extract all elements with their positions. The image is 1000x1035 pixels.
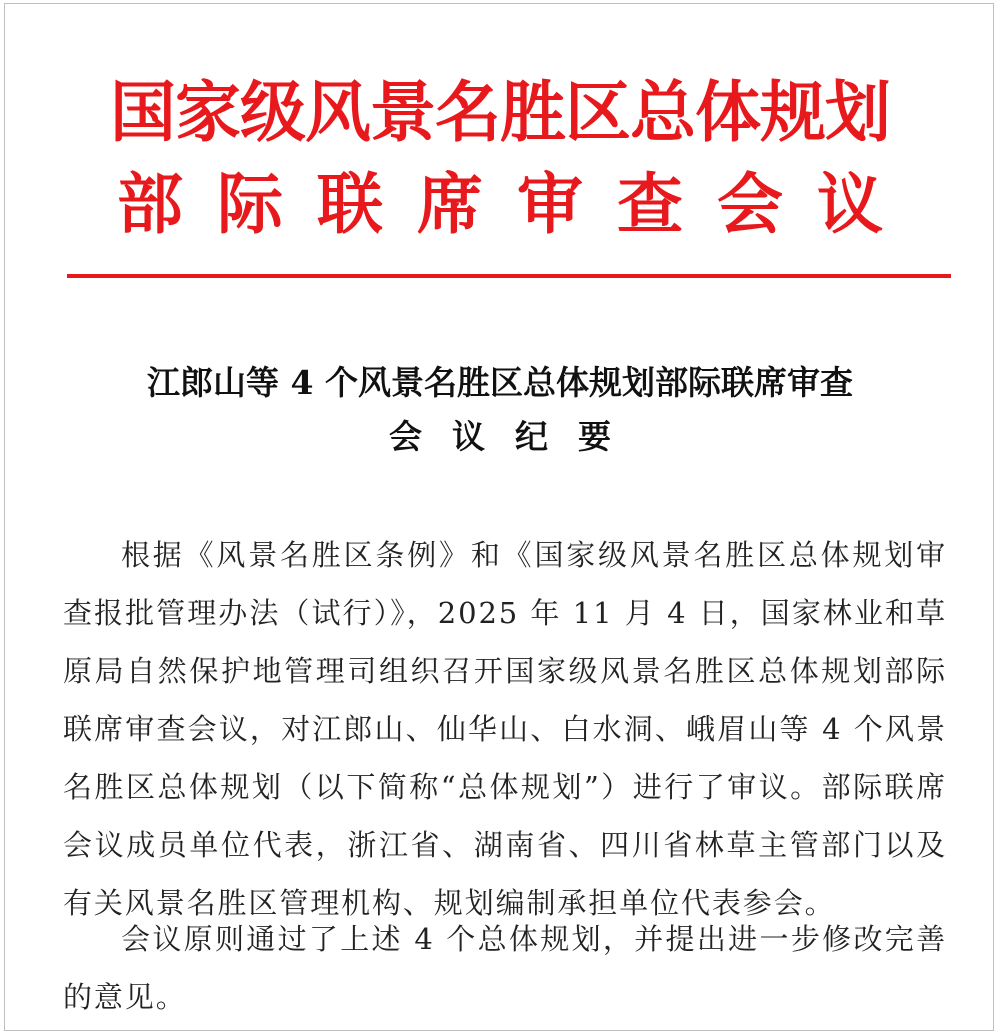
body-paragraph-1: 根据《风景名胜区条例》和《国家级风景名胜区总体规划审查报批管理办法（试行）》，2025 年 11 月 4 日，国家林业和草原局自然保护地管理司组织召开国家级风景名胜区总体规划部际联席审查会议，对江郎山、仙华山、白水洞、峨眉山等 4 个风景名胜区总体规划（以下简称“总体规划”）进行了审议。部际联席会议成员单位代表，浙江省、湖南省、四川省林草主管部门以及有关风景名胜区管理机构、规划编制承担单位代表参会。: [63, 538, 947, 920]
document-header-line-1: 国家级风景名胜区总体规划: [110, 73, 890, 151]
document-header-line-2: 部际联席审查会议: [117, 165, 917, 243]
document-page: [4, 3, 994, 1031]
body-paragraph-2: 会议原则通过了上述 4 个总体规划，并提出进一步修改完善的意见。: [63, 922, 947, 1014]
document-title-line-2: 会议纪要: [389, 417, 641, 456]
red-divider-line: [67, 274, 951, 278]
document-title-line-1: 江郎山等 4 个风景名胜区总体规划部际联席审查: [147, 363, 853, 402]
